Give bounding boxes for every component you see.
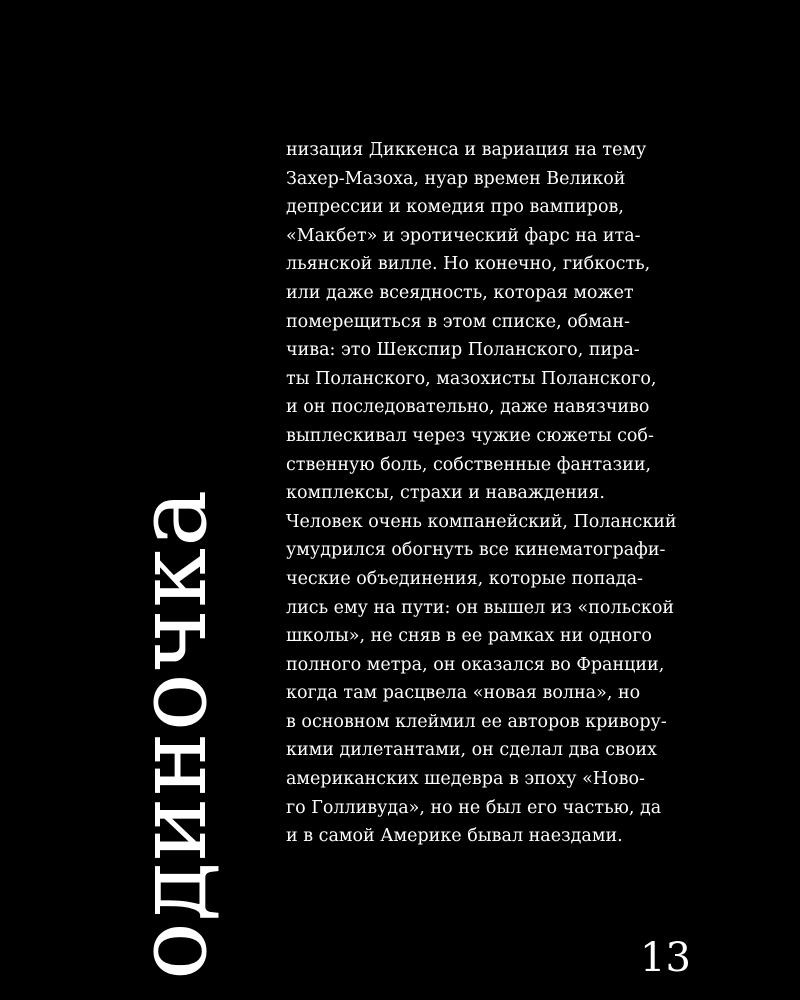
paragraph-continuation	[286, 136, 706, 508]
text-line: ственную боль, собственные фантазии,	[286, 454, 652, 475]
text-line: депрессии и комедия про вампиров,	[286, 197, 624, 218]
text-line: полного метра, он оказался во Франции,	[286, 654, 665, 675]
text-line: Человек очень компанейский, Поланский	[286, 511, 677, 532]
text-line: Захер-Мазоха, нуар времен Великой	[286, 168, 626, 189]
text-line: комплексы, страхи и наваждения.	[286, 483, 605, 504]
text-line: или даже всеядность, которая может	[286, 282, 634, 303]
text-line: и в самой Америке бывал наездами.	[286, 826, 623, 847]
vertical-chapter-title	[116, 390, 228, 980]
text-line: низация Диккенса и вариация на тему	[286, 140, 647, 160]
text-line: в основном клеймил ее авторов кривору-	[286, 711, 667, 732]
text-line: «Макбет» и эротический фарс на ита-	[286, 225, 641, 246]
body-text	[286, 136, 706, 851]
page-number: 13	[640, 935, 691, 981]
text-line: и он последовательно, даже навязчиво	[286, 397, 650, 418]
text-line: американских шедевра в эпоху «Ново-	[286, 769, 645, 790]
text-line: померещиться в этом списке, обман-	[286, 311, 630, 332]
text-line: когда там расцвела «новая волна», но	[286, 683, 641, 704]
text-line: го Голливуда», но не был его частью, да	[286, 797, 662, 818]
text-line: ты Поланского, мазохисты Поланского,	[286, 368, 657, 389]
text-line: ческие объединения, которые попада-	[286, 568, 643, 589]
paragraph-main	[286, 508, 706, 851]
text-line: школы», не сняв в ее рамках ни одного	[286, 626, 652, 647]
text-line: льянской вилле. Но конечно, гибкость,	[286, 254, 651, 275]
text-line: умудрился обогнуть все кинематографи-	[286, 540, 666, 561]
text-line: чива: это Шекспир Поланского, пира-	[286, 340, 640, 361]
chapter-title-text: одиночка	[116, 488, 228, 980]
text-line: лись ему на пути: он вышел из «польской	[286, 597, 675, 618]
text-line: выплескивал через чужие сюжеты соб-	[286, 425, 654, 446]
text-line: кими дилетантами, он сделал два своих	[286, 740, 657, 761]
